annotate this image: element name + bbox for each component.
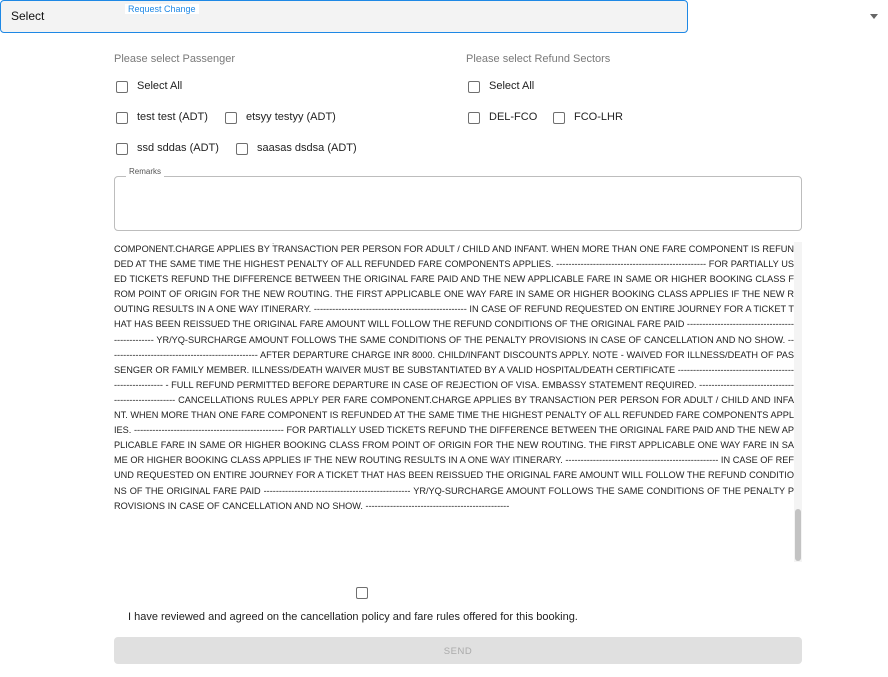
sector-heading: Please select Refund Sectors [466, 53, 611, 65]
passenger-checkbox[interactable] [116, 112, 128, 124]
passenger-label: test test (ADT) [137, 111, 208, 123]
request-change-select[interactable] [0, 0, 688, 33]
passenger-label: etsyy testyy (ADT) [246, 111, 336, 123]
remarks-label: Remarks [126, 167, 164, 177]
sector-checkbox[interactable] [468, 112, 480, 124]
fare-rules-scrollbar-thumb[interactable] [795, 509, 801, 561]
passenger-label: saasas dsdsa (ADT) [257, 142, 357, 154]
sector-select-all-label: Select All [489, 80, 535, 92]
passenger-checkbox[interactable] [225, 112, 237, 124]
sector-label: FCO-LHR [574, 111, 623, 123]
passenger-select-all-checkbox[interactable] [116, 81, 128, 93]
remarks-textarea[interactable] [114, 176, 802, 231]
fare-rules-text: COMPONENT.CHARGE APPLIES BY TRANSACTION PER PERSON FOR ADULT / CHILD AND INFANT. WHEN MORE THAN ONE FARE COMPONENT IS REFUNDED AT THE SAME TIME THE HIGHEST PENALTY OF ALL REFUNDED FARE COMPONENTS APPLIES. ------------------------------------------------- FOR PARTIALLY USED TICKETS REFUND THE DIFFERENCE BETWEEN THE ORIGINAL FARE PAID AND THE NEW APPLICABLE FARE IN SAME OR HIGHER BOOKING CLASS FROM POINT OF ORIGIN FOR THE NEW ROUTING. THE FIRST APPLICABLE ONE WAY FARE IN SAME OR HIGHER BOOKING CLASS APPLIES IF THE NEW ROUTING RESULTS IN A ONE WAY ITINERARY. -------------------------------------------------- IN CASE OF REFUND REQUESTED ON ENTIRE JOURNEY FOR A TICKET THAT HAS BEEN REISSUED THE ORIGINAL FARE AMOUNT WILL FOLLOW THE REFUND CONDITIONS OF THE ORIGINAL FARE PAID ------------------------------------------------ YR/YQ-SURCHARGE AMOUNT FOLLOWS THE SAME CONDITIONS OF THE PENALTY PROVISIONS IN CASE OF CANCELLATION AND NO SHOW. ------------------------------------------------- AFTER DEPARTURE CHARGE INR 8000. CHILD/INFANT DISCOUNTS APPLY. NOTE - WAIVED FOR ILLNESS/DEATH OF PASSENGER OR FAMILY MEMBER. ILLNESS/DEATH WAIVER MUST BE SUBSTANTIATED BY A VALID HOSPITAL/DEATH CERTIFICATE ------------------------------------------------------ - FULL REFUND PERMITTED BEFORE DEPARTURE IN CASE OF REJECTION OF VISA. EMBASSY STATEMENT REQUIRED. --------------------------------------------------- CANCELLATIONS RULES APPLY PER FARE COMPONENT.CHARGE APPLIES BY TRANSACTION PER PERSON FOR ADULT / CHILD AND INFANT. WHEN MORE THAN ONE FARE COMPONENT IS REFUNDED AT THE SAME TIME THE HIGHEST PENALTY OF ALL REFUNDED FARE COMPONENTS APPLIES. ------------------------------------------------- FOR PARTIALLY USED TICKETS REFUND THE DIFFERENCE BETWEEN THE ORIGINAL FARE PAID AND THE NEW APPLICABLE FARE IN SAME OR HIGHER BOOKING CLASS FROM POINT OF ORIGIN FOR THE NEW ROUTING. THE FIRST APPLICABLE ONE WAY FARE IN SAME OR HIGHER BOOKING CLASS APPLIES IF THE NEW ROUTING RESULTS IN A ONE WAY ITINERARY. -------------------------------------------------- IN CASE OF REFUND REQUESTED ON ENTIRE JOURNEY FOR A TICKET THAT HAS BEEN REISSUED THE ORIGINAL FARE AMOUNT WILL FOLLOW THE REFUND CONDITIONS OF THE ORIGINAL FARE PAID ------------------------------------------------ YR/YQ-SURCHARGE AMOUNT FOLLOWS THE SAME CONDITIONS OF THE PENALTY PROVISIONS IN CASE OF CANCELLATION AND NO SHOW. ----------------------------------------------- [114, 244, 794, 511]
passenger-label: ssd sddas (ADT) [137, 142, 219, 154]
passenger-select-all-label: Select All [137, 80, 183, 92]
chevron-down-icon [870, 14, 878, 19]
agree-label: I have reviewed and agreed on the cancellation policy and fare rules offered for this booking. [128, 611, 578, 623]
passenger-checkbox[interactable] [116, 143, 128, 155]
fare-rules-top-mark: . [272, 237, 275, 246]
request-change-value: Select [11, 9, 45, 23]
passenger-checkbox[interactable] [236, 143, 248, 155]
sector-label: DEL-FCO [489, 111, 538, 123]
request-change-label: Request Change [125, 4, 199, 14]
send-button[interactable]: SEND [114, 637, 802, 664]
agree-checkbox[interactable] [356, 587, 368, 599]
passenger-heading: Please select Passenger [114, 53, 236, 65]
sector-checkbox[interactable] [553, 112, 565, 124]
sector-select-all-checkbox[interactable] [468, 81, 480, 93]
